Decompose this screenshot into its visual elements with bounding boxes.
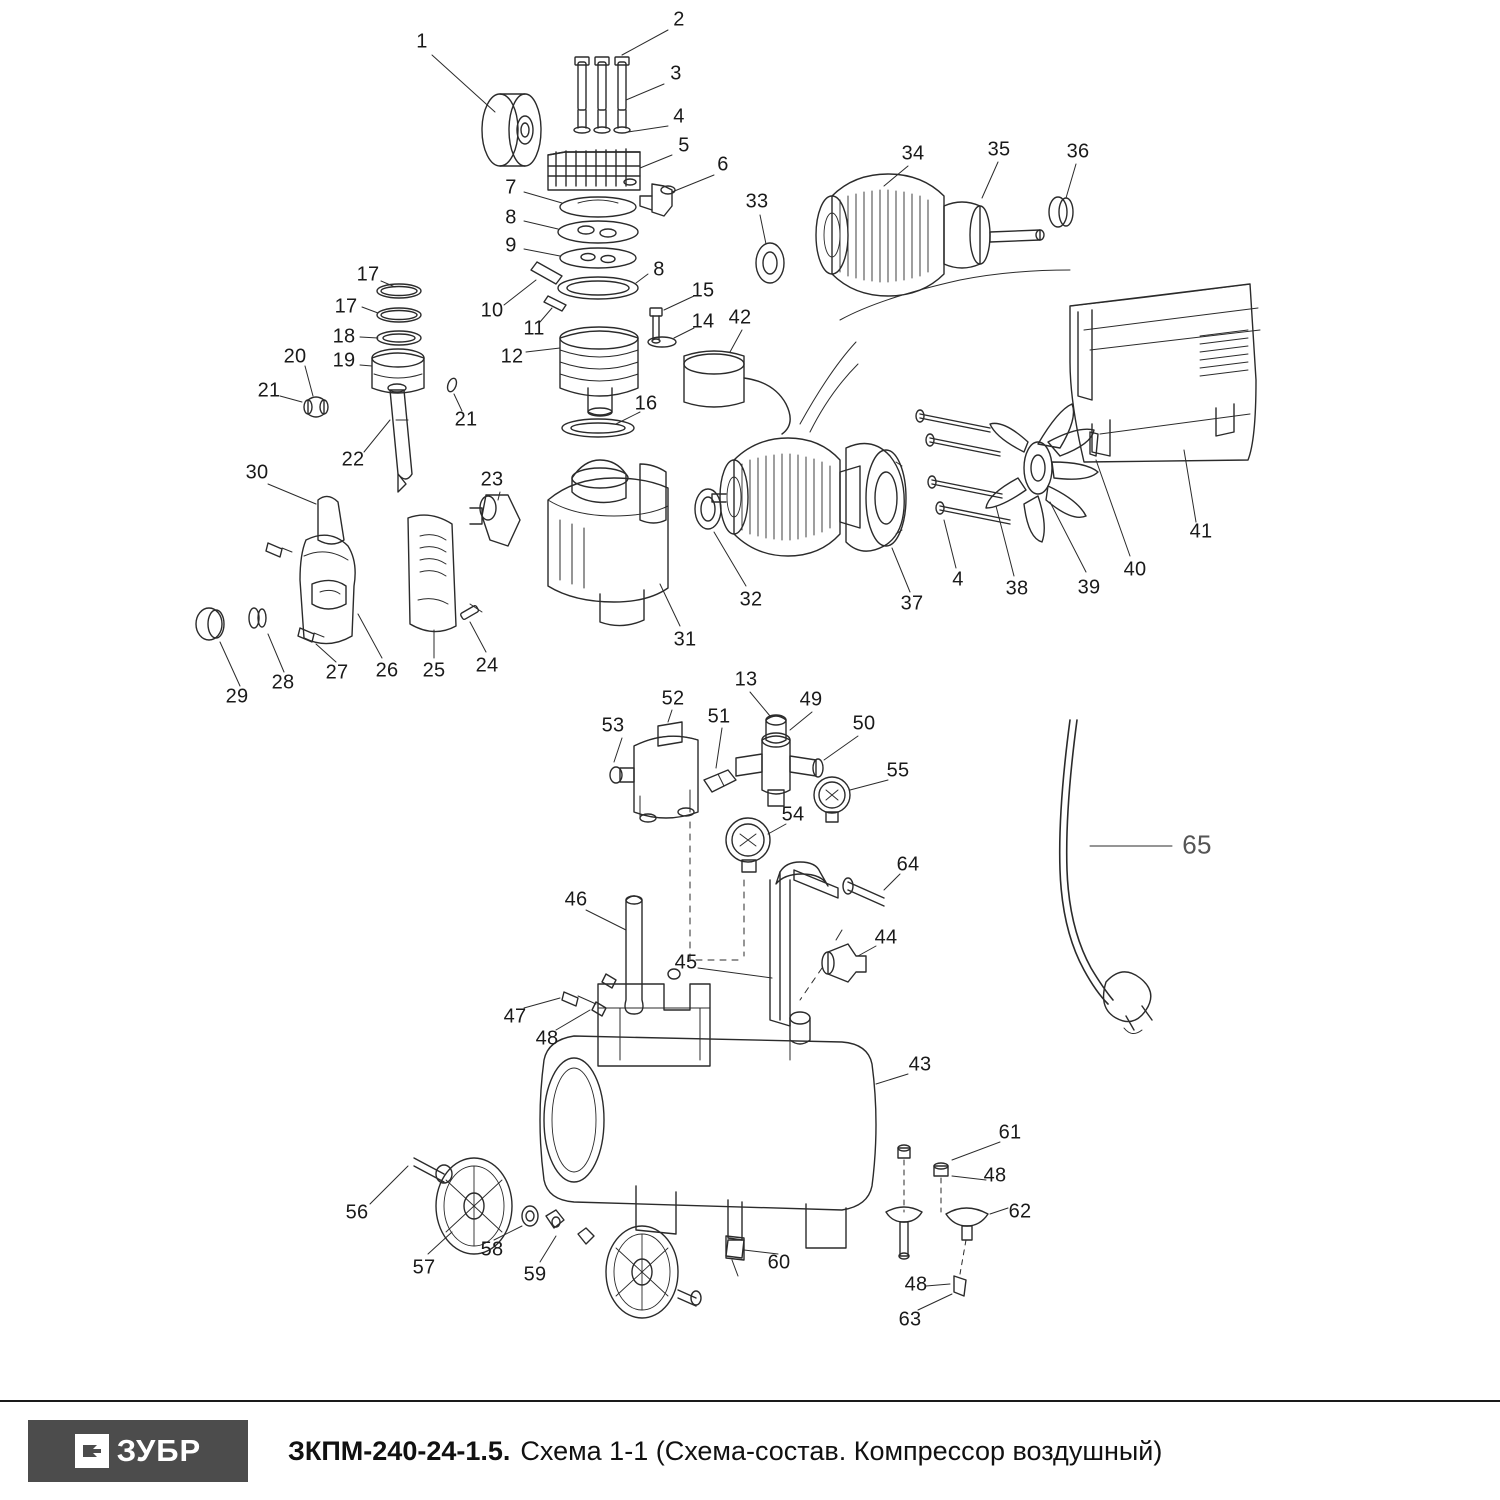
callout-number: 51	[707, 705, 731, 728]
part-screw-14	[648, 308, 676, 347]
callout-number: 61	[998, 1121, 1022, 1144]
diagram-caption	[288, 1436, 1162, 1467]
callout-number: 17	[334, 295, 358, 318]
part-valve-reeds	[531, 262, 566, 311]
callout-number: 8	[653, 258, 665, 281]
brand-name: ЗУБР	[116, 1433, 202, 1468]
callout-number: 56	[345, 1201, 369, 1224]
callout-number: 20	[283, 345, 307, 368]
part-bolts-top	[574, 57, 630, 133]
part-endbell	[846, 444, 906, 552]
callout-number: 26	[375, 659, 399, 682]
part-motor-37	[712, 438, 860, 556]
callout-number: 54	[781, 803, 805, 826]
callout-number: 48	[535, 1027, 559, 1050]
callout-number: 4	[673, 105, 685, 128]
model-code: ЗКПМ-240-24-1.5.	[288, 1435, 511, 1466]
part-cooling-fan	[986, 404, 1098, 542]
callout-number: 2	[673, 8, 685, 31]
callout-number: 59	[523, 1263, 547, 1286]
zubr-arrow-icon	[75, 1434, 109, 1468]
callout-number: 55	[886, 759, 910, 782]
part-endcap-36	[1049, 197, 1073, 227]
part-gauge-54	[726, 818, 770, 872]
callout-number: 21	[454, 408, 478, 431]
callout-number: 8	[505, 206, 517, 229]
part-gauge-55	[814, 777, 850, 822]
callout-number: 40	[1123, 558, 1147, 581]
callout-number: 19	[332, 349, 356, 372]
callout-number: 5	[678, 134, 690, 157]
callout-number: 48	[904, 1273, 928, 1296]
part-circlip-21	[446, 377, 458, 393]
callout-number: 41	[1189, 520, 1213, 543]
part-screws-47-48	[562, 974, 616, 1016]
part-knob-assembly	[196, 543, 324, 642]
part-wrist-pin	[304, 397, 328, 417]
part-base-gasket	[562, 419, 634, 437]
callout-number: 52	[661, 687, 685, 710]
callout-number: 34	[901, 142, 925, 165]
callout-number: 32	[739, 588, 763, 611]
callout-number: 64	[896, 853, 920, 876]
callout-number: 1	[416, 30, 428, 53]
part-handle	[625, 862, 838, 1026]
part-pressure-regulator	[736, 715, 823, 806]
part-cover-plate	[408, 515, 456, 631]
callout-number: 17	[356, 263, 380, 286]
callout-number: 35	[987, 138, 1011, 161]
part-power-cord	[1060, 720, 1152, 1034]
part-cylinder-block	[560, 327, 638, 416]
part-filter-adapter	[470, 495, 520, 546]
callout-number: 30	[245, 461, 269, 484]
callout-number: 10	[480, 299, 504, 322]
part-cylinder-head	[548, 149, 640, 190]
scheme-description: Схема 1-1 (Схема-состав. Компрессор воздушный)	[520, 1435, 1163, 1466]
callout-number: 25	[422, 659, 446, 682]
part-air-filter-housing	[300, 496, 355, 643]
part-gaskets	[558, 197, 638, 299]
part-crankcase	[548, 460, 668, 626]
part-rotor-35	[944, 202, 1044, 268]
callout-number: 48	[983, 1164, 1007, 1187]
callout-number: 12	[500, 345, 524, 368]
part-pulley	[482, 94, 541, 166]
callout-number: 43	[908, 1053, 932, 1076]
part-stator-34	[816, 174, 944, 296]
diagram-footer	[0, 1400, 1500, 1500]
callout-number: 16	[634, 392, 658, 415]
callout-number: 36	[1066, 140, 1090, 163]
callout-number: 58	[480, 1238, 504, 1261]
part-connecting-rod	[388, 384, 412, 492]
callout-number: 29	[225, 685, 249, 708]
part-piston-rings	[377, 284, 421, 345]
part-bearing-33	[756, 243, 784, 283]
callout-number: 22	[341, 448, 365, 471]
callout-number: 57	[412, 1256, 436, 1279]
part-outlet-valve	[822, 930, 866, 982]
part-feet-assembly	[886, 1145, 988, 1296]
callout-number: 49	[799, 688, 823, 711]
callout-number: 21	[257, 379, 281, 402]
callout-number: 62	[1008, 1200, 1032, 1223]
callout-number: 3	[670, 62, 682, 85]
part-capacitor	[684, 351, 790, 434]
callout-number: 28	[271, 671, 295, 694]
callout-number: 15	[691, 279, 715, 302]
callout-number: 50	[852, 712, 876, 735]
callout-number: 27	[325, 661, 349, 684]
part-fitting-51	[704, 770, 736, 792]
callout-number: 9	[505, 234, 517, 257]
callout-number: 38	[1005, 577, 1029, 600]
callout-number: 47	[503, 1005, 527, 1028]
callout-number: 44	[874, 926, 898, 949]
callout-number: 42	[728, 306, 752, 329]
callout-number: 33	[745, 190, 769, 213]
part-tank	[540, 1012, 876, 1258]
part-bolt-64	[843, 878, 884, 906]
callout-number: 45	[674, 951, 698, 974]
callout-number: 14	[691, 310, 715, 333]
callout-number: 37	[900, 592, 924, 615]
part-screw-24	[460, 604, 482, 620]
callout-number: 4	[952, 568, 964, 591]
callout-number: 39	[1077, 576, 1101, 599]
callout-number: 13	[734, 668, 758, 691]
callout-number: 7	[505, 176, 517, 199]
part-crank-seal	[695, 489, 721, 529]
callout-number: 46	[564, 888, 588, 911]
callout-number: 18	[332, 325, 356, 348]
callout-number: 53	[601, 714, 625, 737]
part-wheel-assembly	[414, 1158, 701, 1318]
callout-number: 6	[717, 153, 729, 176]
part-elbow-fitting	[640, 184, 675, 216]
callout-number: 11	[523, 317, 545, 340]
brand-logo	[28, 1420, 248, 1482]
callout-number: 24	[475, 654, 499, 677]
callout-number: 31	[673, 628, 697, 651]
callout-number: 60	[767, 1251, 791, 1274]
callout-number: 23	[480, 468, 504, 491]
callout-number: 63	[898, 1308, 922, 1331]
part-piston	[372, 349, 424, 393]
callout-number: 65	[1182, 829, 1212, 860]
